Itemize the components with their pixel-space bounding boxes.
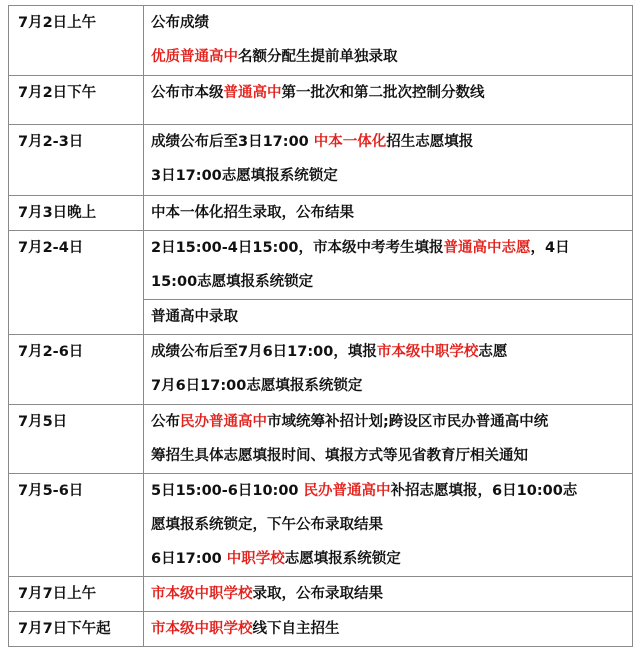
date-text: 7月2-3日 xyxy=(18,134,84,150)
schedule-row xyxy=(9,231,633,300)
event-line xyxy=(151,542,632,576)
highlighted-term: 市本级中职学校 xyxy=(151,586,253,602)
event-text: 公布市本级 xyxy=(151,85,224,101)
event-text: 中本一体化招生录取，公布结果 xyxy=(151,205,354,221)
event-text: 名额分配生提前单独录取 xyxy=(238,49,398,65)
event-text: 7月6日17:00志愿填报系统锁定 xyxy=(151,378,363,394)
event-text: 补招志愿填报，6日10:00志 xyxy=(390,483,578,499)
event-line xyxy=(151,159,632,193)
event-text: 线下自主招生 xyxy=(252,621,340,637)
event-line xyxy=(151,577,632,611)
event-cell xyxy=(144,612,633,647)
event-text: 录取，公布录取结果 xyxy=(252,586,383,602)
event-cell xyxy=(144,300,633,335)
event-text: 2日15:00-4日15:00，市本级中考考生填报 xyxy=(151,240,444,256)
date-text: 7月7日上午 xyxy=(18,586,97,602)
schedule-row xyxy=(9,335,633,405)
event-line xyxy=(151,6,632,40)
date-cell xyxy=(9,76,144,125)
event-cell xyxy=(144,6,633,76)
schedule-row xyxy=(9,405,633,474)
event-cell xyxy=(144,577,633,612)
event-cell xyxy=(144,474,633,577)
date-cell xyxy=(9,474,144,577)
schedule-row xyxy=(9,577,633,612)
date-text: 7月2-4日 xyxy=(18,240,84,256)
schedule-body xyxy=(9,6,633,647)
date-cell xyxy=(9,577,144,612)
event-text: 志愿填报系统锁定 xyxy=(284,551,401,567)
event-line xyxy=(151,125,632,159)
event-cell xyxy=(144,76,633,125)
event-text: 成绩公布后至3日17:00 xyxy=(151,134,314,150)
date-text: 7月2-6日 xyxy=(18,344,84,360)
admission-schedule-table xyxy=(8,5,633,647)
event-line xyxy=(151,405,632,439)
event-cell xyxy=(144,231,633,300)
date-cell xyxy=(9,405,144,474)
date-cell xyxy=(9,125,144,196)
date-cell xyxy=(9,335,144,405)
date-text: 7月7日下午起 xyxy=(18,621,111,637)
schedule-row xyxy=(9,6,633,76)
event-text: 6日17:00 xyxy=(151,551,227,567)
event-line xyxy=(151,265,632,299)
schedule-row xyxy=(9,196,633,231)
highlighted-term: 普通高中 xyxy=(223,85,282,101)
event-text: ，4日 xyxy=(530,240,570,256)
event-text: 志愿 xyxy=(478,344,508,360)
event-line xyxy=(151,300,632,334)
event-text: 招生志愿填报 xyxy=(386,134,474,150)
date-cell xyxy=(9,231,144,335)
event-line xyxy=(151,335,632,369)
event-text: 公布成绩 xyxy=(151,15,209,31)
schedule-row xyxy=(9,474,633,577)
event-cell xyxy=(144,335,633,405)
event-text: 筹招生具体志愿填报时间、填报方式等见省教育厅相关通知 xyxy=(151,448,528,464)
date-text: 7月2日上午 xyxy=(18,15,97,31)
event-cell xyxy=(144,196,633,231)
event-text: 愿填报系统锁定，下午公布录取结果 xyxy=(151,517,383,533)
event-line xyxy=(151,40,632,74)
event-cell xyxy=(144,405,633,474)
event-cell xyxy=(144,125,633,196)
event-line xyxy=(151,196,632,230)
event-text: 市域统筹补招计划;跨设区市民办普通高中统 xyxy=(267,414,549,430)
event-line xyxy=(151,76,632,110)
event-line xyxy=(151,231,632,265)
highlighted-term: 中职学校 xyxy=(226,551,285,567)
event-text: 成绩公布后至7月6日17:00，填报 xyxy=(151,344,377,360)
date-text: 7月3日晚上 xyxy=(18,205,97,221)
event-text: 普通高中录取 xyxy=(151,309,238,325)
event-line xyxy=(151,508,632,542)
highlighted-term: 民办普通高中 xyxy=(180,414,267,430)
highlighted-term: 中本一体化 xyxy=(313,134,387,150)
event-line xyxy=(151,474,632,508)
event-line xyxy=(151,439,632,473)
highlighted-term: 市本级中职学校 xyxy=(376,344,479,360)
highlighted-term: 民办普通高中 xyxy=(303,483,391,499)
schedule-row xyxy=(9,125,633,196)
date-text: 7月5-6日 xyxy=(18,483,84,499)
schedule-row xyxy=(9,612,633,647)
highlighted-term: 普通高中志愿 xyxy=(443,240,531,256)
event-text: 公布 xyxy=(151,414,180,430)
date-cell xyxy=(9,196,144,231)
highlighted-term: 优质普通高中 xyxy=(151,49,238,65)
event-text: 15:00志愿填报系统锁定 xyxy=(151,274,314,290)
event-line xyxy=(151,369,632,403)
event-text: 5日15:00-6日10:00 xyxy=(151,483,304,499)
highlighted-term: 市本级中职学校 xyxy=(151,621,253,637)
date-cell xyxy=(9,612,144,647)
event-text: 3日17:00志愿填报系统锁定 xyxy=(151,168,338,184)
schedule-row xyxy=(9,76,633,125)
event-text: 第一批次和第二批次控制分数线 xyxy=(281,85,485,101)
date-text: 7月2日下午 xyxy=(18,85,97,101)
date-cell xyxy=(9,6,144,76)
date-text: 7月5日 xyxy=(18,414,68,430)
